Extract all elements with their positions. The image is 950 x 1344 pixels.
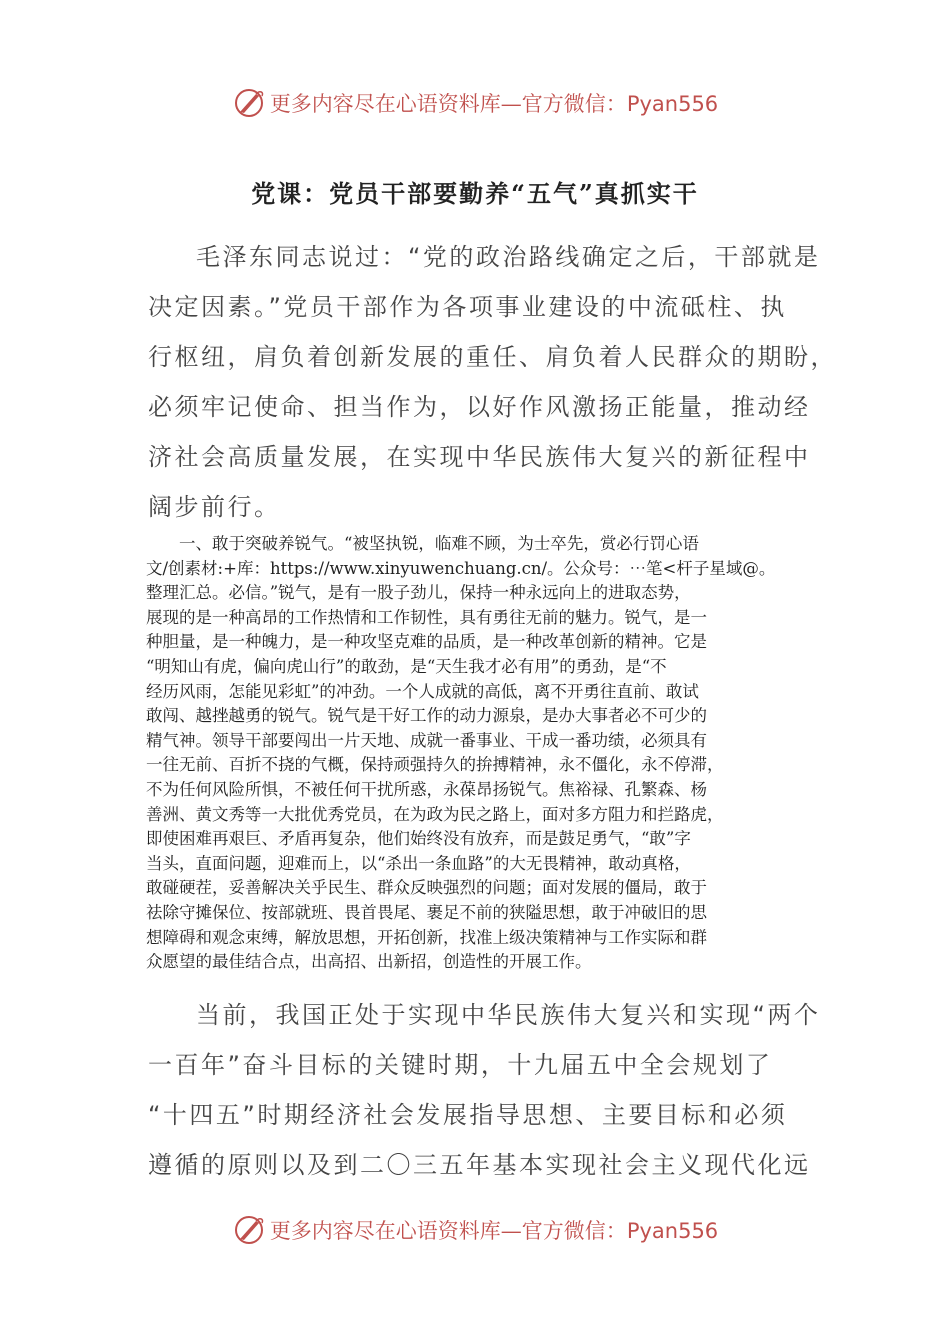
- paragraph-line: 即使困难再艰巨、矛盾再复杂，他们始终没有放弃，而是鼓足勇气，“敢”字: [146, 829, 691, 849]
- paragraph-line: 众愿望的最佳结合点，出高招、出新招，创造性的开展工作。: [146, 952, 592, 972]
- paragraph-line: 展现的是一种高昂的工作热情和工作韧性，具有勇往无前的魅力。锐气，是一: [146, 607, 707, 627]
- paragraph-line: 当头，直面问题，迎难而上，以“杀出一条血路”的大无畏精神，敢动真格，: [146, 853, 691, 873]
- paragraph-line: 整理汇总。必信。”锐气，是有一股子劲儿，保持一种永远向上的进取态势，: [146, 583, 691, 603]
- paragraph-line: 文/创素材:+库：https://www.xinyuwenchuang.cn/。公众号：⋯笔<杆子星域@。: [146, 558, 776, 578]
- paragraph-line: 当前，我国正处于实现中华民族伟大复兴和实现“两个: [196, 1001, 821, 1029]
- paragraph-line: 一、敢于突破养锐气。“被坚执锐，临难不顾，为士卒先，赏必行罚心语: [179, 534, 699, 553]
- paragraph-line: 济社会高质量发展，在实现中华民族伟大复兴的新征程中: [148, 443, 811, 471]
- paragraph-line: 一往无前、百折不挠的气概，保持顽强持久的拚搏精神，永不僵化，永不停滞，: [146, 755, 724, 775]
- paragraph-line: 善洲、黄文秀等一大批优秀党员，在为政为民之路上，面对多方阻力和拦路虎，: [146, 804, 724, 824]
- paragraph-line: 敢碰硬茬，妥善解决关乎民生、群众反映强烈的问题；面对发展的僵局，敢于: [146, 878, 707, 898]
- paragraph-line: 敢闯、越挫越勇的锐气。锐气是干好工作的动力源泉，是办大事者必不可少的: [146, 706, 707, 726]
- wechat-id: Pyan556: [626, 92, 719, 116]
- paragraph-line: 必须牢记使命、担当作为，以好作风激扬正能量，推动经: [148, 393, 811, 421]
- paragraph-line: 不为任何风险所惧，不被任何干扰所惑，永葆昂扬锐气。焦裕禄、孔繁森、杨: [146, 779, 707, 799]
- paragraph-line: 遵循的原则以及到二〇三五年基本实现社会主义现代化远: [148, 1151, 811, 1179]
- footer-banner: [0, 1210, 950, 1250]
- paragraph-intro: [148, 232, 837, 532]
- quill-pen-logo-icon: [232, 1213, 266, 1247]
- banner-text: 更多内容尽在心语资料库—官方微信：Pyan556: [269, 1219, 719, 1243]
- header-banner: [0, 83, 950, 123]
- quill-pen-logo-icon: [232, 86, 266, 120]
- paragraph-line: 决定因素。”党员干部作为各项事业建设的中流砥柱、执: [148, 293, 787, 321]
- paragraph-line: 想障碍和观念束缚，解放思想，开拓创新，找准上级决策精神与工作实际和群: [146, 927, 707, 947]
- paragraph-section-one: [146, 532, 812, 975]
- wechat-id: Pyan556: [626, 1219, 719, 1243]
- paragraph-line: 阔步前行。: [148, 493, 281, 521]
- document-title: 党课：党员干部要勤养“五气”真抓实干: [251, 179, 699, 208]
- paragraph-line: “十四五”时期经济社会发展指导思想、主要目标和必须: [148, 1101, 788, 1129]
- paragraph-line: 祛除守摊保位、按部就班、畏首畏尾、裹足不前的狭隘思想，敢于冲破旧的思: [146, 902, 707, 922]
- paragraph-current-period: [148, 990, 821, 1190]
- banner-text: 更多内容尽在心语资料库—官方微信：Pyan556: [269, 92, 719, 116]
- paragraph-line: 经历风雨，怎能见彩虹”的冲劲。一个人成就的高低，离不开勇往直前、敢试: [146, 681, 699, 701]
- paragraph-line: 一百年”奋斗目标的关键时期，十九届五中全会规划了: [148, 1051, 773, 1079]
- paragraph-line: 行枢纽，肩负着创新发展的重任、肩负着人民群众的期盼，: [148, 343, 837, 371]
- paragraph-line: 精气神。领导干部要闯出一片天地、成就一番事业、干成一番功绩，必须具有: [146, 730, 707, 750]
- paragraph-line: 种胆量，是一种魄力，是一种攻坚克难的品质，是一种改革创新的精神。它是: [146, 632, 707, 652]
- paragraph-line: 毛泽东同志说过：“党的政治路线确定之后，干部就是: [196, 243, 821, 271]
- paragraph-line: “明知山有虎，偏向虎山行”的敢劲，是“天生我才必有用”的勇劲，是“不: [146, 656, 667, 676]
